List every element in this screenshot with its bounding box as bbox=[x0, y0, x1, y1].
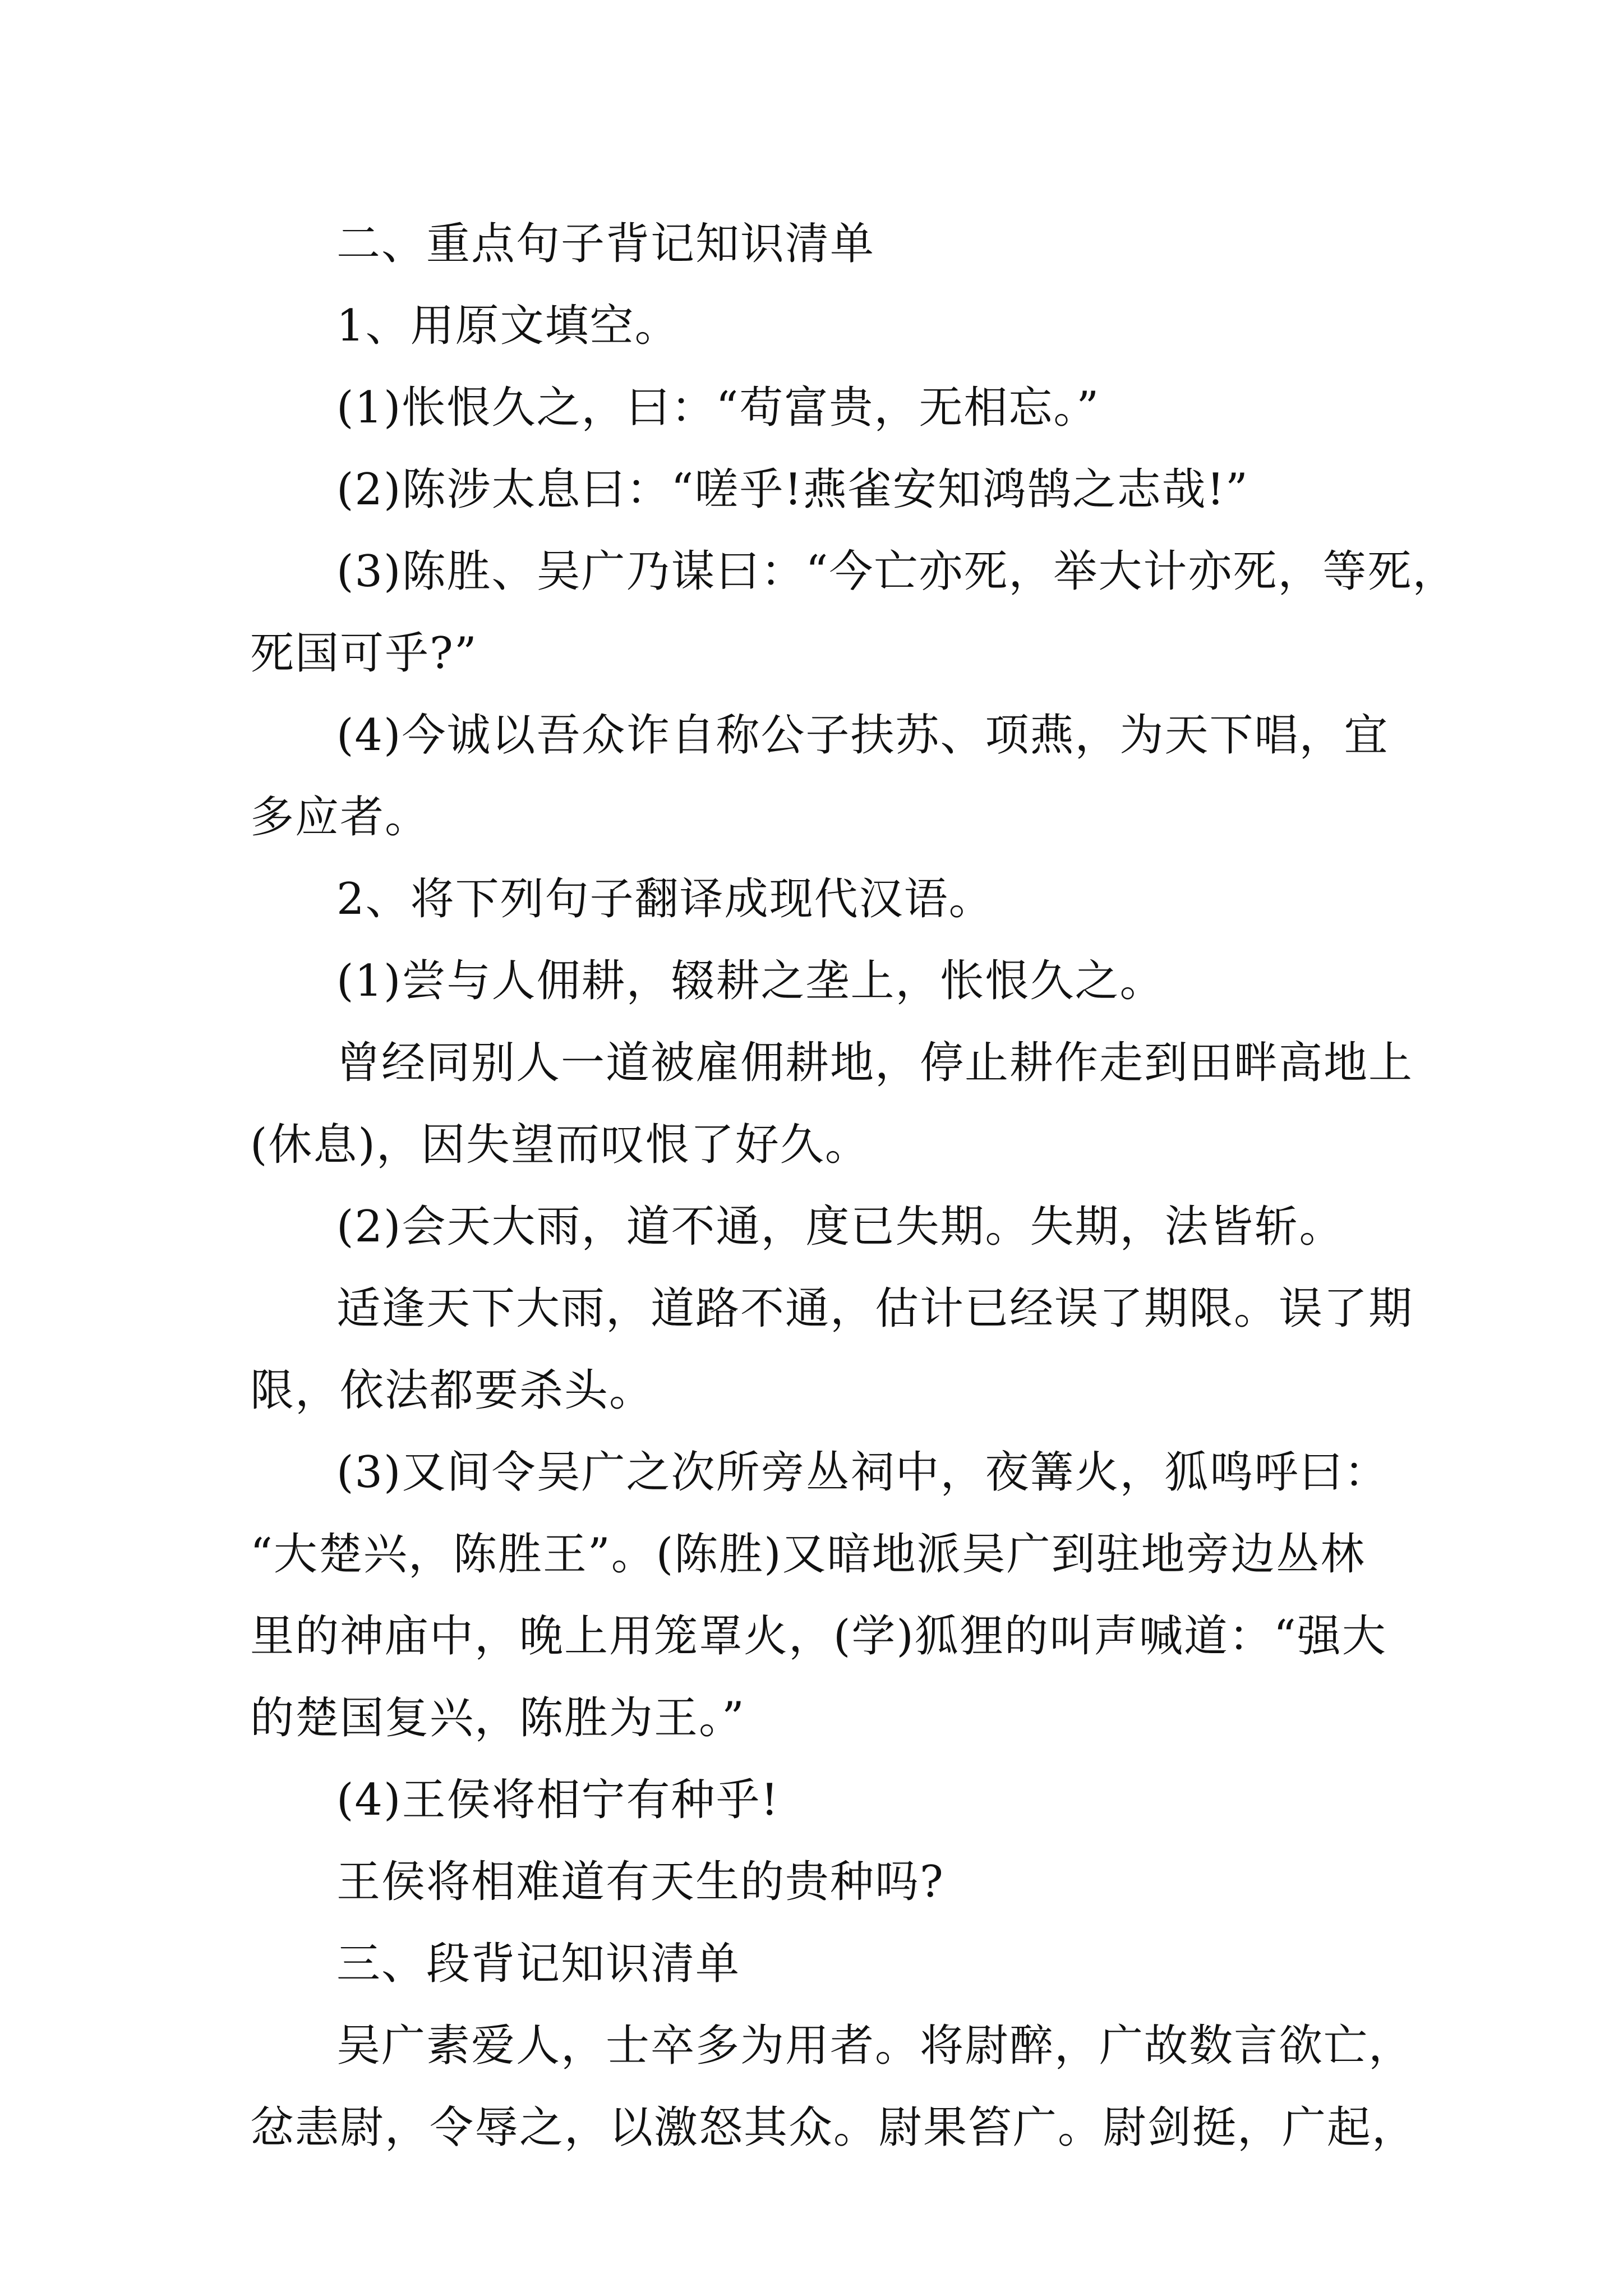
question-heading-fill-blank: 1、用原文填空。 bbox=[336, 301, 680, 351]
fill-blank-item-3-cont: 死国可乎?” bbox=[250, 628, 478, 679]
translate-item-2-answer: 适逢天下大雨，道路不通，估计已经误了期限。误了期 bbox=[336, 1283, 1414, 1334]
fill-blank-item-3: (3)陈胜、吴广乃谋曰：“今亡亦死，举大计亦死，等死， bbox=[336, 546, 1458, 597]
question-heading-translate: 2、将下列句子翻译成现代汉语。 bbox=[336, 874, 994, 924]
translate-item-1-source: (1)尝与人佣耕，辍耕之垄上，怅恨久之。 bbox=[336, 956, 1165, 1006]
fill-blank-item-1: (1)怅恨久之，曰：“苟富贵，无相忘。” bbox=[336, 383, 1100, 433]
section-heading-paragraph: 三、段背记知识清单 bbox=[336, 1939, 741, 1989]
paragraph-line-1: 吴广素爱人，士卒多为用者。将尉醉，广故数言欲亡， bbox=[336, 2021, 1414, 2071]
translate-item-4-answer: 王侯将相难道有天生的贵种吗? bbox=[336, 1857, 944, 1907]
fill-blank-item-4-cont: 多应者。 bbox=[250, 792, 430, 843]
translate-item-3-answer-end: 的楚国复兴，陈胜为王。” bbox=[250, 1693, 745, 1743]
fill-blank-item-2: (2)陈涉太息曰：“嗟乎!燕雀安知鸿鹄之志哉!” bbox=[336, 464, 1249, 515]
translate-item-2-source: (2)会天大雨，道不通，度已失期。失期，法皆斩。 bbox=[336, 1202, 1344, 1252]
paragraph-line-2: 忿恚尉，令辱之，以激怒其众。尉果笞广。尉剑挺，广起， bbox=[250, 2102, 1417, 2153]
translate-item-2-answer-cont: 限，依法都要杀头。 bbox=[250, 1365, 654, 1416]
section-heading-key-sentences: 二、重点句子背记知识清单 bbox=[336, 219, 875, 269]
translate-item-3-answer: “大楚兴，陈胜王”。(陈胜)又暗地派吴广到驻地旁边丛林 bbox=[250, 1529, 1366, 1580]
translate-item-1-answer: 曾经同别人一道被雇佣耕地，停止耕作走到田畔高地上 bbox=[336, 1038, 1414, 1088]
translate-item-1-answer-cont: (休息)，因失望而叹恨了好久。 bbox=[250, 1120, 870, 1170]
translate-item-3-source: (3)又间令吴广之次所旁丛祠中，夜篝火，狐鸣呼曰： bbox=[336, 1447, 1389, 1498]
fill-blank-item-4: (4)今诚以吾众诈自称公子扶苏、项燕，为天下唱，宜 bbox=[336, 710, 1389, 761]
translate-item-3-answer-cont: 里的神庙中，晚上用笼罩火，(学)狐狸的叫声喊道：“强大 bbox=[250, 1611, 1387, 1662]
translate-item-4-source: (4)王侯将相宁有种乎! bbox=[336, 1775, 780, 1825]
